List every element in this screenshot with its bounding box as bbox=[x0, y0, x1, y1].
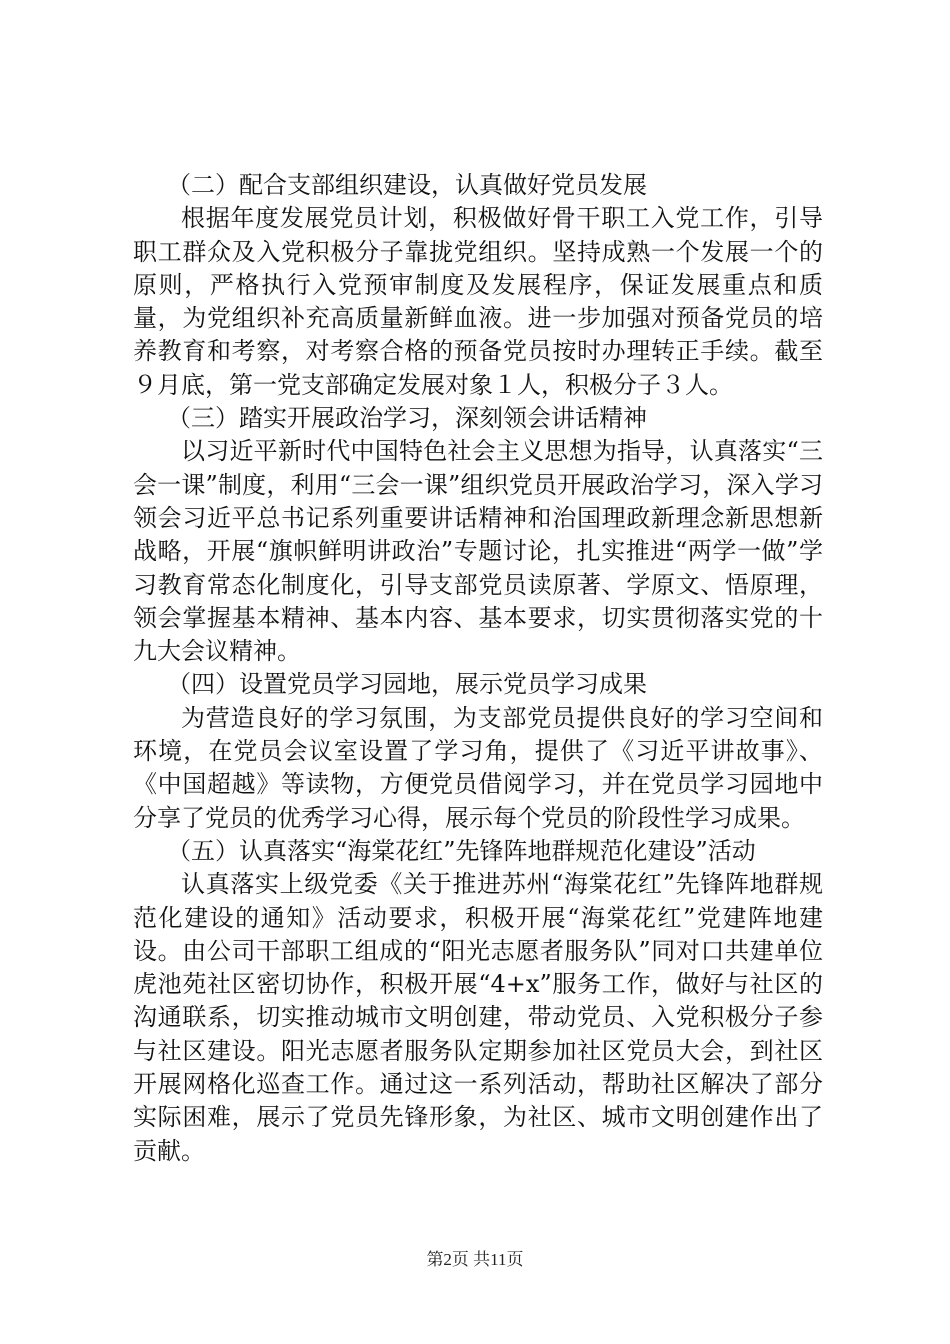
section-4-paragraph: 为营造良好的学习氛围，为支部党员提供良好的学习空间和环境，在党员会议室设置了学习角，提供了《习近平讲故事》、《中国超越》等读物，方便党员借阅学习，并在党员学习园地中分享了党员的优秀学习心得，展示每个党员的阶段性学习成果。 bbox=[133, 703, 823, 832]
section-2-heading: （二）配合支部组织建设，认真做好党员发展 bbox=[167, 171, 647, 199]
section-3-heading: （三）踏实开展政治学习，深刻领会讲话精神 bbox=[167, 404, 647, 433]
document-body bbox=[133, 169, 823, 1168]
section-5-heading: （五）认真落实“海棠花红”先锋阵地群规范化建设”活动 bbox=[167, 836, 756, 865]
section-4-heading: （四）设置党员学习园地，展示党员学习成果 bbox=[167, 670, 647, 699]
section-3-paragraph: 以习近平新时代中国特色社会主义思想为指导，认真落实“三会一课”制度，利用“三会一课”组织党员开展政治学习，深入学习领会习近平总书记系列重要讲话精神和治国理政新理念新思想新战略，开展“旗帜鲜明讲政治”专题讨论，扎实推进“两学一做”学习教育常态化制度化，引导支部党员读原著、学原文、悟原理，领会掌握基本精神、基本内容、基本要求，切实贯彻落实党的十九大会议精神。 bbox=[133, 437, 823, 666]
page-number-footer: 第2页 共11页 bbox=[426, 1250, 524, 1269]
section-2-paragraph: 根据年度发展党员计划，积极做好骨干职工入党工作，引导职工群众及入党积极分子靠拢党组织。坚持成熟一个发展一个的原则，严格执行入党预审制度及发展程序，保证发展重点和质量，为党组织补充高质量新鲜血液。进一步加强对预备党员的培养教育和考察，对考察合格的预备党员按时办理转正手续。截至９月底，第一党支部确定发展对象１人，积极分子３人。 bbox=[133, 204, 823, 399]
section-5-paragraph: 认真落实上级党委《关于推进苏州“海棠花红”先锋阵地群规范化建设的通知》活动要求，积极开展“海棠花红”党建阵地建设。由公司干部职工组成的“阳光志愿者服务队”同对口共建单位虎池苑社区密切协作，积极开展“4+x”服务工作，做好与社区的沟通联系，切实推动城市文明创建，带动党员、入党积极分子参与社区建设。阳光志愿者服务队定期参加社区党员大会，到社区开展网格化巡查工作。通过这一系列活动，帮助社区解决了部分实际困难，展示了党员先锋形象，为社区、城市文明创建作出了贡献。 bbox=[133, 870, 823, 1165]
